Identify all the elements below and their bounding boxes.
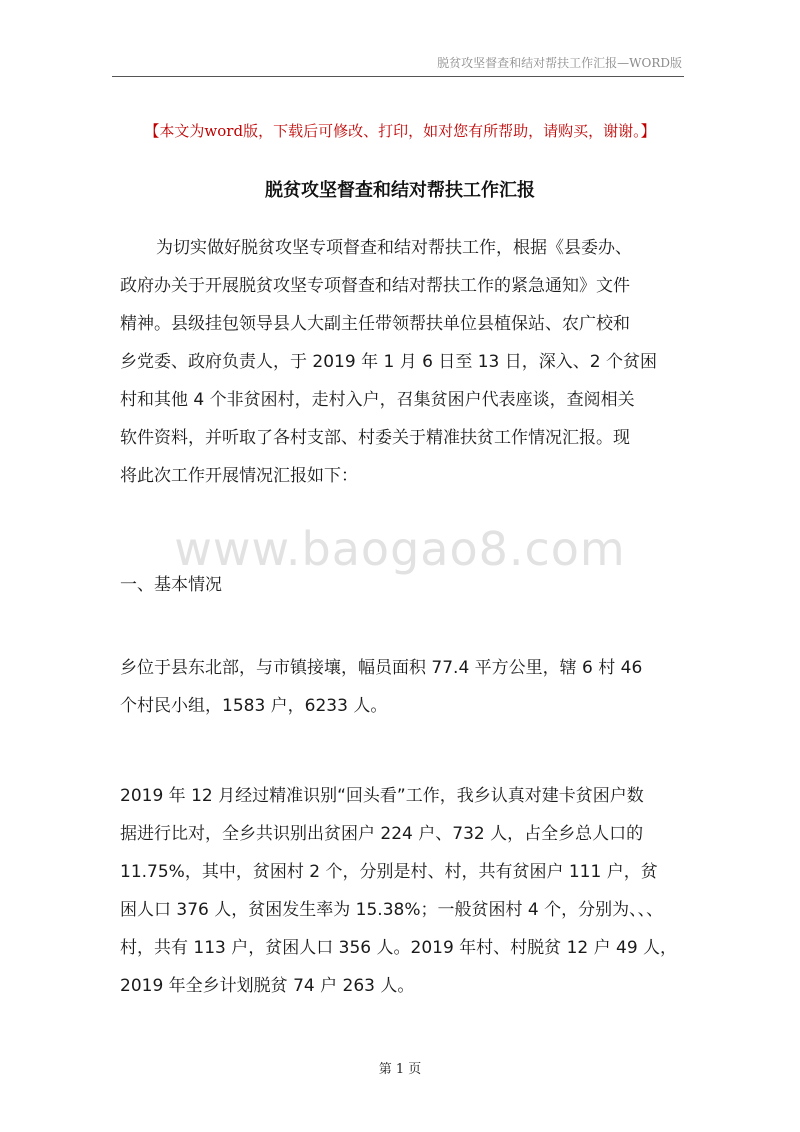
paragraph-line: 困人口 376 人，贫困发生率为 15.38%；一般贫困村 4 个，分别为、、、 (120, 900, 664, 920)
paragraph-line: 2019 年全乡计划脱贫 74 户 263 人。 (120, 976, 415, 996)
paragraph-line: 11.75%，其中，贫困村 2 个，分别是村、村，共有贫困户 111 户，贫 (120, 862, 658, 882)
paragraph-line: 乡位于县东北部，与市镇接壤，幅员面积 77.4 平方公里，辖 6 村 46 (120, 658, 643, 678)
location-paragraph (120, 649, 686, 725)
paragraph-line: 2019 年 12 月经过精准识别“回头看”工作，我乡认真对建卡贫困户数 (120, 786, 644, 806)
paragraph-line: 软件资料，并听取了各村支部、村委关于精准扶贫工作情况汇报。现 (120, 428, 630, 448)
paragraph-line: 乡党委、政府负责人，于 2019 年 1 月 6 日至 13 日，深入、2 个贫困 (120, 352, 657, 372)
document-title: 脱贫攻坚督查和结对帮扶工作汇报 (265, 180, 535, 201)
poverty-stats-paragraph (120, 777, 686, 1005)
paragraph-line: 政府办关于开展脱贫攻坚专项督查和结对帮扶工作的紧急通知》文件 (120, 276, 630, 296)
paragraph-line: 个村民小组，1583 户，6233 人。 (120, 696, 388, 716)
paragraph-line: 村，共有 113 户，贫困人口 356 人。2019 年村、村脱贫 12 户 49 人， (120, 938, 678, 958)
paragraph-line: 将此次工作开展情况汇报如下： (120, 466, 358, 486)
download-notice: 【本文为word版，下载后可修改、打印，如对您有所帮助，请购买，谢谢。】 (144, 122, 656, 140)
page-number: 第 1 页 (378, 1062, 422, 1077)
watermark: www.baogao8.com (174, 522, 626, 576)
paragraph-line: 据进行比对，全乡共识别出贫困户 224 户、732 人，占全乡总人口的 (120, 824, 644, 844)
paragraph-line: 村和其他 4 个非贫困村，走村入户，召集贫困户代表座谈，查阅相关 (120, 390, 635, 410)
paragraph-line: 精神。县级挂包领导县人大副主任带领帮扶单位县植保站、农广校和 (120, 314, 630, 334)
section-heading-basic-info: 一、基本情况 (120, 575, 222, 595)
header-divider (112, 76, 684, 77)
running-header: 脱贫攻坚督查和结对帮扶工作汇报—WORD版 (437, 56, 682, 70)
paragraph-line: 为切实做好脱贫攻坚专项督查和结对帮扶工作，根据《县委办、 (156, 238, 632, 258)
intro-paragraph (120, 229, 686, 495)
